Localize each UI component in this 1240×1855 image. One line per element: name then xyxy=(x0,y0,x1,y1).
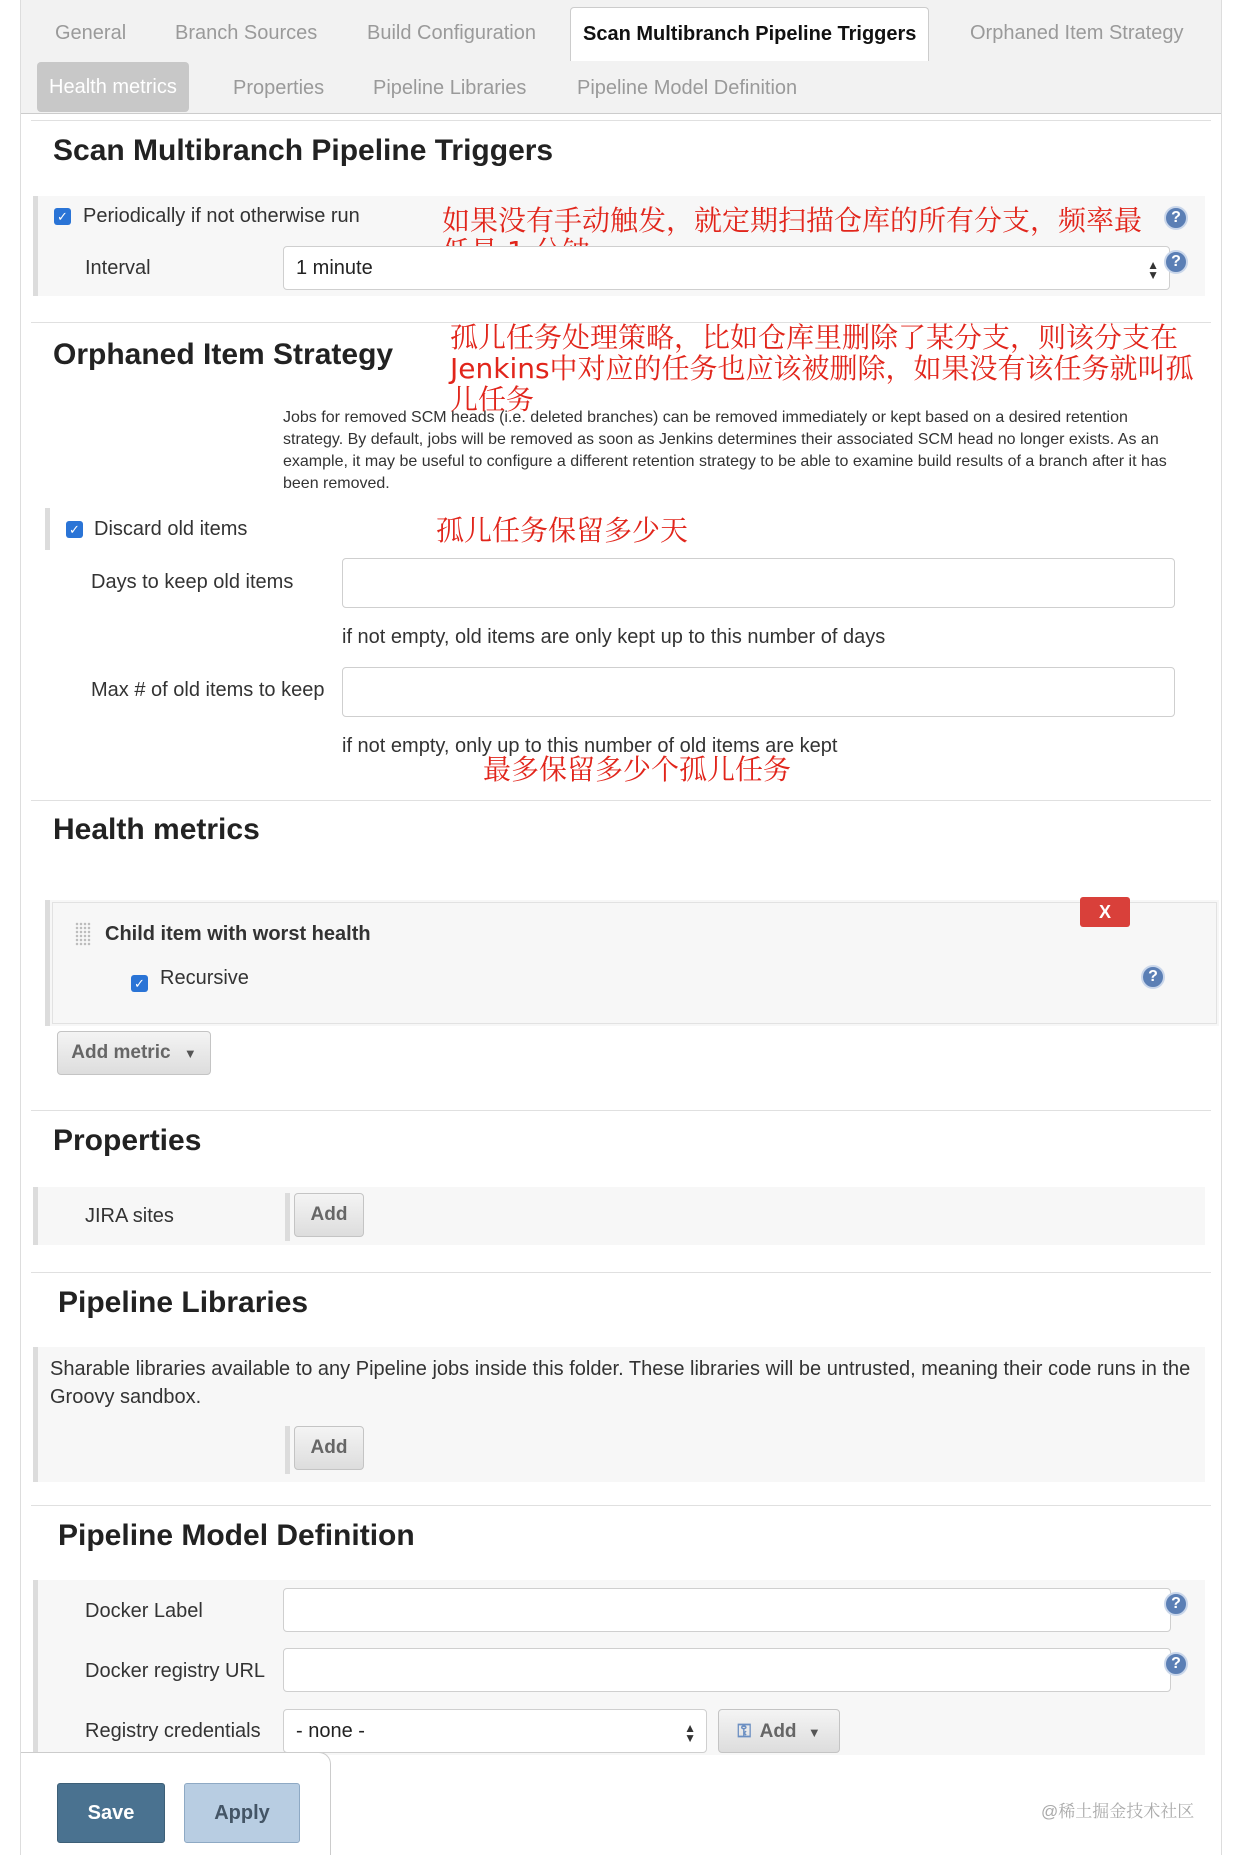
interval-value: 1 minute xyxy=(296,257,373,279)
libraries-edge xyxy=(285,1426,290,1474)
jira-sites-label: JIRA sites xyxy=(85,1205,174,1227)
delete-metric-button[interactable]: X xyxy=(1080,897,1130,927)
metric-inner-border xyxy=(52,902,1217,1024)
max-input[interactable] xyxy=(342,667,1175,717)
tab-pipeline-libraries[interactable]: Pipeline Libraries xyxy=(373,77,527,99)
credentials-add-button[interactable] xyxy=(718,1709,840,1753)
apply-button[interactable]: Apply xyxy=(184,1783,300,1843)
interval-help-icon[interactable]: ? xyxy=(1164,250,1188,274)
scan-section-title: Scan Multibranch Pipeline Triggers xyxy=(53,134,554,167)
max-annotation: 最多保留多少个孤儿任务 xyxy=(483,753,792,786)
scan-annotation: 如果没有手动触发，就定期扫描仓库的所有分支，频率最 xyxy=(442,204,1143,237)
orphan-description: Jobs for removed SCM heads (i.e. deleted branches) can be removed immediately or kept based on a desired retention strategy. By default, jobs will be removed as soon as Jenkins determines their associated SCM head no longer exists. As an example, it may be useful to configure a different retention strategy to be able to examine build results of a branch after it has been removed. xyxy=(283,409,1167,492)
registry-url-input[interactable] xyxy=(283,1648,1171,1692)
registry-credentials-label: Registry credentials xyxy=(85,1720,261,1742)
properties-box xyxy=(33,1187,1205,1245)
jira-add-button[interactable]: Add xyxy=(294,1193,364,1237)
docker-label-input[interactable] xyxy=(283,1588,1171,1632)
tab-branch-sources[interactable]: Branch Sources xyxy=(175,22,318,44)
discard-box-edge xyxy=(45,508,50,550)
discard-annotation: 孤儿任务保留多少天 xyxy=(436,514,689,547)
drag-handle-icon[interactable] xyxy=(75,922,91,946)
days-label: Days to keep old items xyxy=(91,571,294,593)
max-label: Max # of old items to keep xyxy=(91,679,325,701)
tab-build-configuration[interactable]: Build Configuration xyxy=(367,22,536,44)
recursive-checkbox[interactable]: ✓ xyxy=(131,975,148,992)
days-input[interactable] xyxy=(342,558,1175,608)
interval-label: Interval xyxy=(85,257,151,279)
docker-label-help-icon[interactable]: ? xyxy=(1164,1592,1188,1616)
form-button-bar xyxy=(21,1752,331,1855)
recursive-help-icon[interactable]: ? xyxy=(1141,965,1165,989)
tab-scan-multibranch-pipeline-triggers[interactable]: Scan Multibranch Pipeline Triggers xyxy=(570,7,929,61)
discard-label: Discard old items xyxy=(94,518,248,540)
tab-general[interactable]: General xyxy=(55,22,127,44)
model-section-title: Pipeline Model Definition xyxy=(58,1519,415,1552)
periodic-help-icon[interactable]: ? xyxy=(1164,206,1188,230)
divider xyxy=(31,800,1211,801)
health-section-title: Health metrics xyxy=(53,813,260,846)
select-arrows-icon: ▲ ▼ xyxy=(684,1721,696,1745)
key-icon: ⚿ xyxy=(737,1721,752,1741)
tab-orphaned-item-strategy[interactable]: Orphaned Item Strategy xyxy=(970,22,1184,44)
periodic-checkbox[interactable]: ✓ xyxy=(54,208,71,225)
recursive-label: Recursive xyxy=(160,967,249,989)
tab-properties[interactable]: Properties xyxy=(233,77,325,99)
registry-url-help-icon[interactable]: ? xyxy=(1164,1652,1188,1676)
credentials-value: - none - xyxy=(296,1720,365,1742)
jira-edge xyxy=(285,1193,290,1241)
libraries-section-title: Pipeline Libraries xyxy=(58,1286,309,1319)
discard-checkbox[interactable]: ✓ xyxy=(66,521,83,538)
divider xyxy=(31,1110,1211,1111)
libraries-add-button[interactable]: Add xyxy=(294,1426,364,1470)
select-arrows-icon: ▲ ▼ xyxy=(1147,258,1159,282)
divider xyxy=(31,120,1211,121)
watermark-text: @稀土掘金技术社区 xyxy=(1041,1802,1195,1821)
orphan-annotation: 孤儿任务处理策略，比如仓库里删除了某分支，则该分支在Jenkins中对应的任务也应该被删除，如果没有该任务就叫孤儿任务 xyxy=(450,321,1194,416)
caret-down-icon: ▼ xyxy=(183,1046,197,1061)
max-hint: if not empty, only up to this number of old items are kept xyxy=(342,735,838,757)
interval-select[interactable] xyxy=(283,246,1170,290)
orphan-section-title: Orphaned Item Strategy xyxy=(53,338,394,371)
days-hint: if not empty, old items are only kept up to this number of days xyxy=(342,626,886,648)
libraries-description: Sharable libraries available to any Pipeline jobs inside this folder. These libraries will be untrusted, meaning their code runs in the Groovy sandbox. xyxy=(50,1358,1191,1408)
periodic-label: Periodically if not otherwise run xyxy=(83,205,360,227)
config-frame xyxy=(20,0,1222,1855)
credentials-add-label: Add xyxy=(759,1721,797,1742)
registry-url-label: Docker registry URL xyxy=(85,1660,266,1682)
health-metric-box xyxy=(45,900,1219,1026)
metric-title: Child item with worst health xyxy=(105,923,371,945)
divider xyxy=(31,1505,1211,1506)
properties-section-title: Properties xyxy=(53,1124,202,1157)
caret-down-icon: ▼ xyxy=(807,1725,821,1740)
tab-health-metrics[interactable]: Health metrics xyxy=(37,62,189,112)
add-metric-button[interactable] xyxy=(57,1031,211,1075)
section-tab-bar xyxy=(21,0,1221,114)
add-metric-label: Add metric xyxy=(71,1042,171,1063)
docker-label-label: Docker Label xyxy=(85,1600,203,1622)
save-button[interactable]: Save xyxy=(57,1783,165,1843)
registry-credentials-select[interactable] xyxy=(283,1709,707,1753)
tab-pipeline-model-definition[interactable]: Pipeline Model Definition xyxy=(577,77,798,99)
divider xyxy=(31,1272,1211,1273)
